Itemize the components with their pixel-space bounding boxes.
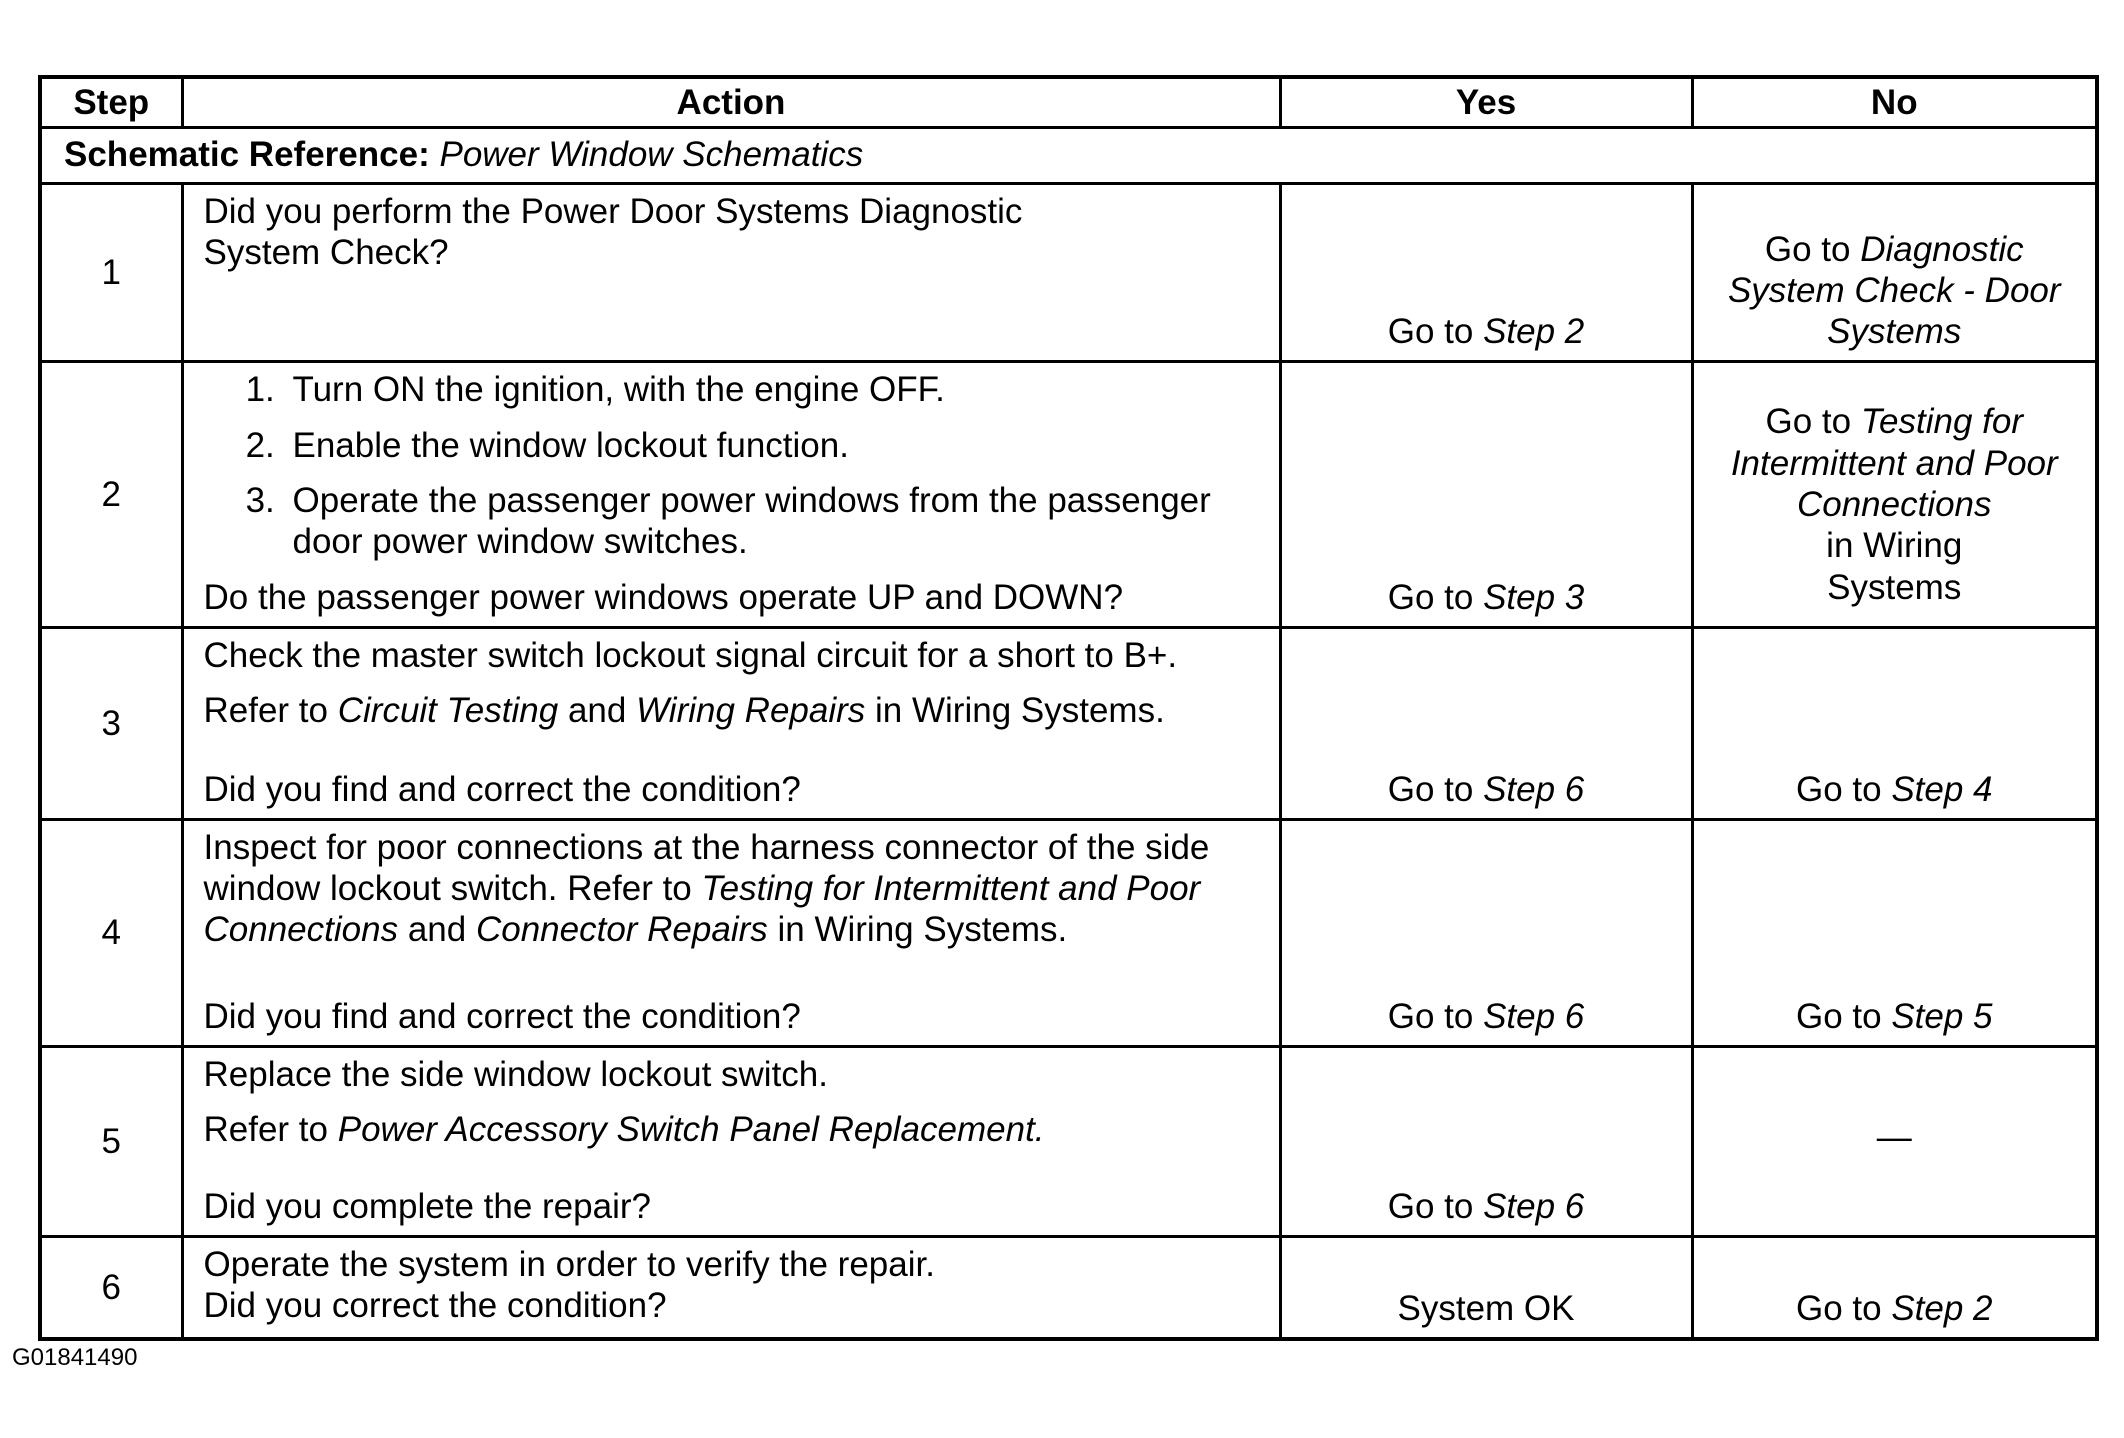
list-item: 1. Turn ON the ignition, with the engine OFF. bbox=[285, 369, 1259, 410]
action-text: Check the master switch lockout signal circuit for a short to B+. bbox=[203, 635, 1178, 675]
action-question: Did you complete the repair? bbox=[203, 1186, 651, 1226]
action-question: Do the passenger power windows operate UP and DOWN? bbox=[203, 577, 1124, 617]
action-cell bbox=[182, 362, 1280, 627]
header-step: Step bbox=[40, 77, 182, 127]
table-row bbox=[40, 183, 2097, 362]
action-cell bbox=[182, 183, 1280, 362]
yes-cell bbox=[1280, 1236, 1692, 1339]
step-link: Step 6 bbox=[1483, 1186, 1585, 1226]
step-link: Step 5 bbox=[1891, 996, 1993, 1036]
header-row bbox=[40, 77, 2097, 127]
action-text: Operate the system in order to verify the repair. bbox=[203, 1244, 935, 1284]
action-question: Did you find and correct the condition? bbox=[203, 996, 801, 1036]
step-link: Step 2 bbox=[1483, 312, 1585, 352]
step-number: 6 bbox=[40, 1236, 182, 1339]
step-link: Step 6 bbox=[1483, 769, 1585, 809]
no-cell: Go to Step 2 bbox=[1692, 1236, 2097, 1339]
yes-cell: Go to Step 6 bbox=[1280, 819, 1692, 1046]
diagnostic-table bbox=[38, 75, 2099, 1341]
header-yes: Yes bbox=[1280, 77, 1692, 127]
reference-link: Testing for bbox=[1860, 402, 2023, 442]
schematic-link: Power Window Schematics bbox=[439, 135, 864, 175]
list-item: 3. Operate the passenger power windows from the passenger door power window switches. bbox=[285, 480, 1259, 563]
step-number: 4 bbox=[40, 819, 182, 1046]
action-reference: Refer to Power Accessory Switch Panel Replacement. bbox=[203, 1110, 1045, 1150]
step-link: Step 6 bbox=[1483, 996, 1585, 1036]
action-cell bbox=[182, 627, 1280, 819]
action-reference: Refer to Circuit Testing and Wiring Repairs in Wiring Systems. bbox=[203, 691, 1165, 731]
step-link: Step 4 bbox=[1891, 769, 1993, 809]
action-cell bbox=[182, 1046, 1280, 1236]
yes-cell: Go to Step 3 bbox=[1280, 362, 1692, 627]
yes-cell: Go to Step 6 bbox=[1280, 627, 1692, 819]
action-cell bbox=[182, 819, 1280, 1046]
reference-link: Diagnostic bbox=[1860, 229, 2024, 269]
no-cell: Go to Testing for Intermittent and Poor Connections in Wiring Systems bbox=[1692, 362, 2097, 627]
header-no: No bbox=[1692, 77, 2097, 127]
no-cell: Go to Diagnostic System Check - Door Systems bbox=[1692, 183, 2097, 362]
action-cell bbox=[182, 1236, 1280, 1339]
not-applicable-dash: — bbox=[1876, 1117, 1912, 1157]
no-cell bbox=[1692, 1046, 2097, 1236]
no-cell: Go to Step 4 bbox=[1692, 627, 2097, 819]
table-row bbox=[40, 627, 2097, 819]
yes-cell: Go to Step 6 bbox=[1280, 1046, 1692, 1236]
step-number: 1 bbox=[40, 183, 182, 362]
schematic-reference bbox=[40, 127, 2097, 183]
table-row bbox=[40, 1236, 2097, 1339]
action-question: Did you find and correct the condition? bbox=[203, 769, 801, 809]
step-link: Step 2 bbox=[1891, 1289, 1993, 1329]
header-action: Action bbox=[182, 77, 1280, 127]
no-cell: Go to Step 5 bbox=[1692, 819, 2097, 1046]
schematic-label: Schematic Reference: bbox=[64, 135, 430, 175]
figure-id: G01841490 bbox=[12, 1344, 138, 1371]
table-row bbox=[40, 819, 2097, 1046]
action-text: Did you perform the Power Door Systems Diagnostic System Check? bbox=[203, 191, 1023, 272]
action-text: Inspect for poor connections at the harness connector of the side window lockout switch. Refer to Testing for Intermittent and Poor Connections and Connector Repairs in Wiring Systems. bbox=[203, 827, 1210, 950]
step-number: 2 bbox=[40, 362, 182, 627]
step-link: Step 3 bbox=[1483, 577, 1585, 617]
table-row bbox=[40, 362, 2097, 627]
action-question: Did you correct the condition? bbox=[203, 1286, 667, 1326]
step-number: 5 bbox=[40, 1046, 182, 1236]
system-ok-text: System OK bbox=[1397, 1289, 1575, 1329]
step-number: 3 bbox=[40, 627, 182, 819]
list-item: 2. Enable the window lockout function. bbox=[285, 425, 1259, 466]
yes-cell: Go to Step 2 bbox=[1280, 183, 1692, 362]
schematic-row bbox=[40, 127, 2097, 183]
action-steps-list bbox=[204, 369, 1259, 576]
action-text: Replace the side window lockout switch. bbox=[203, 1054, 828, 1094]
table-row bbox=[40, 1046, 2097, 1236]
